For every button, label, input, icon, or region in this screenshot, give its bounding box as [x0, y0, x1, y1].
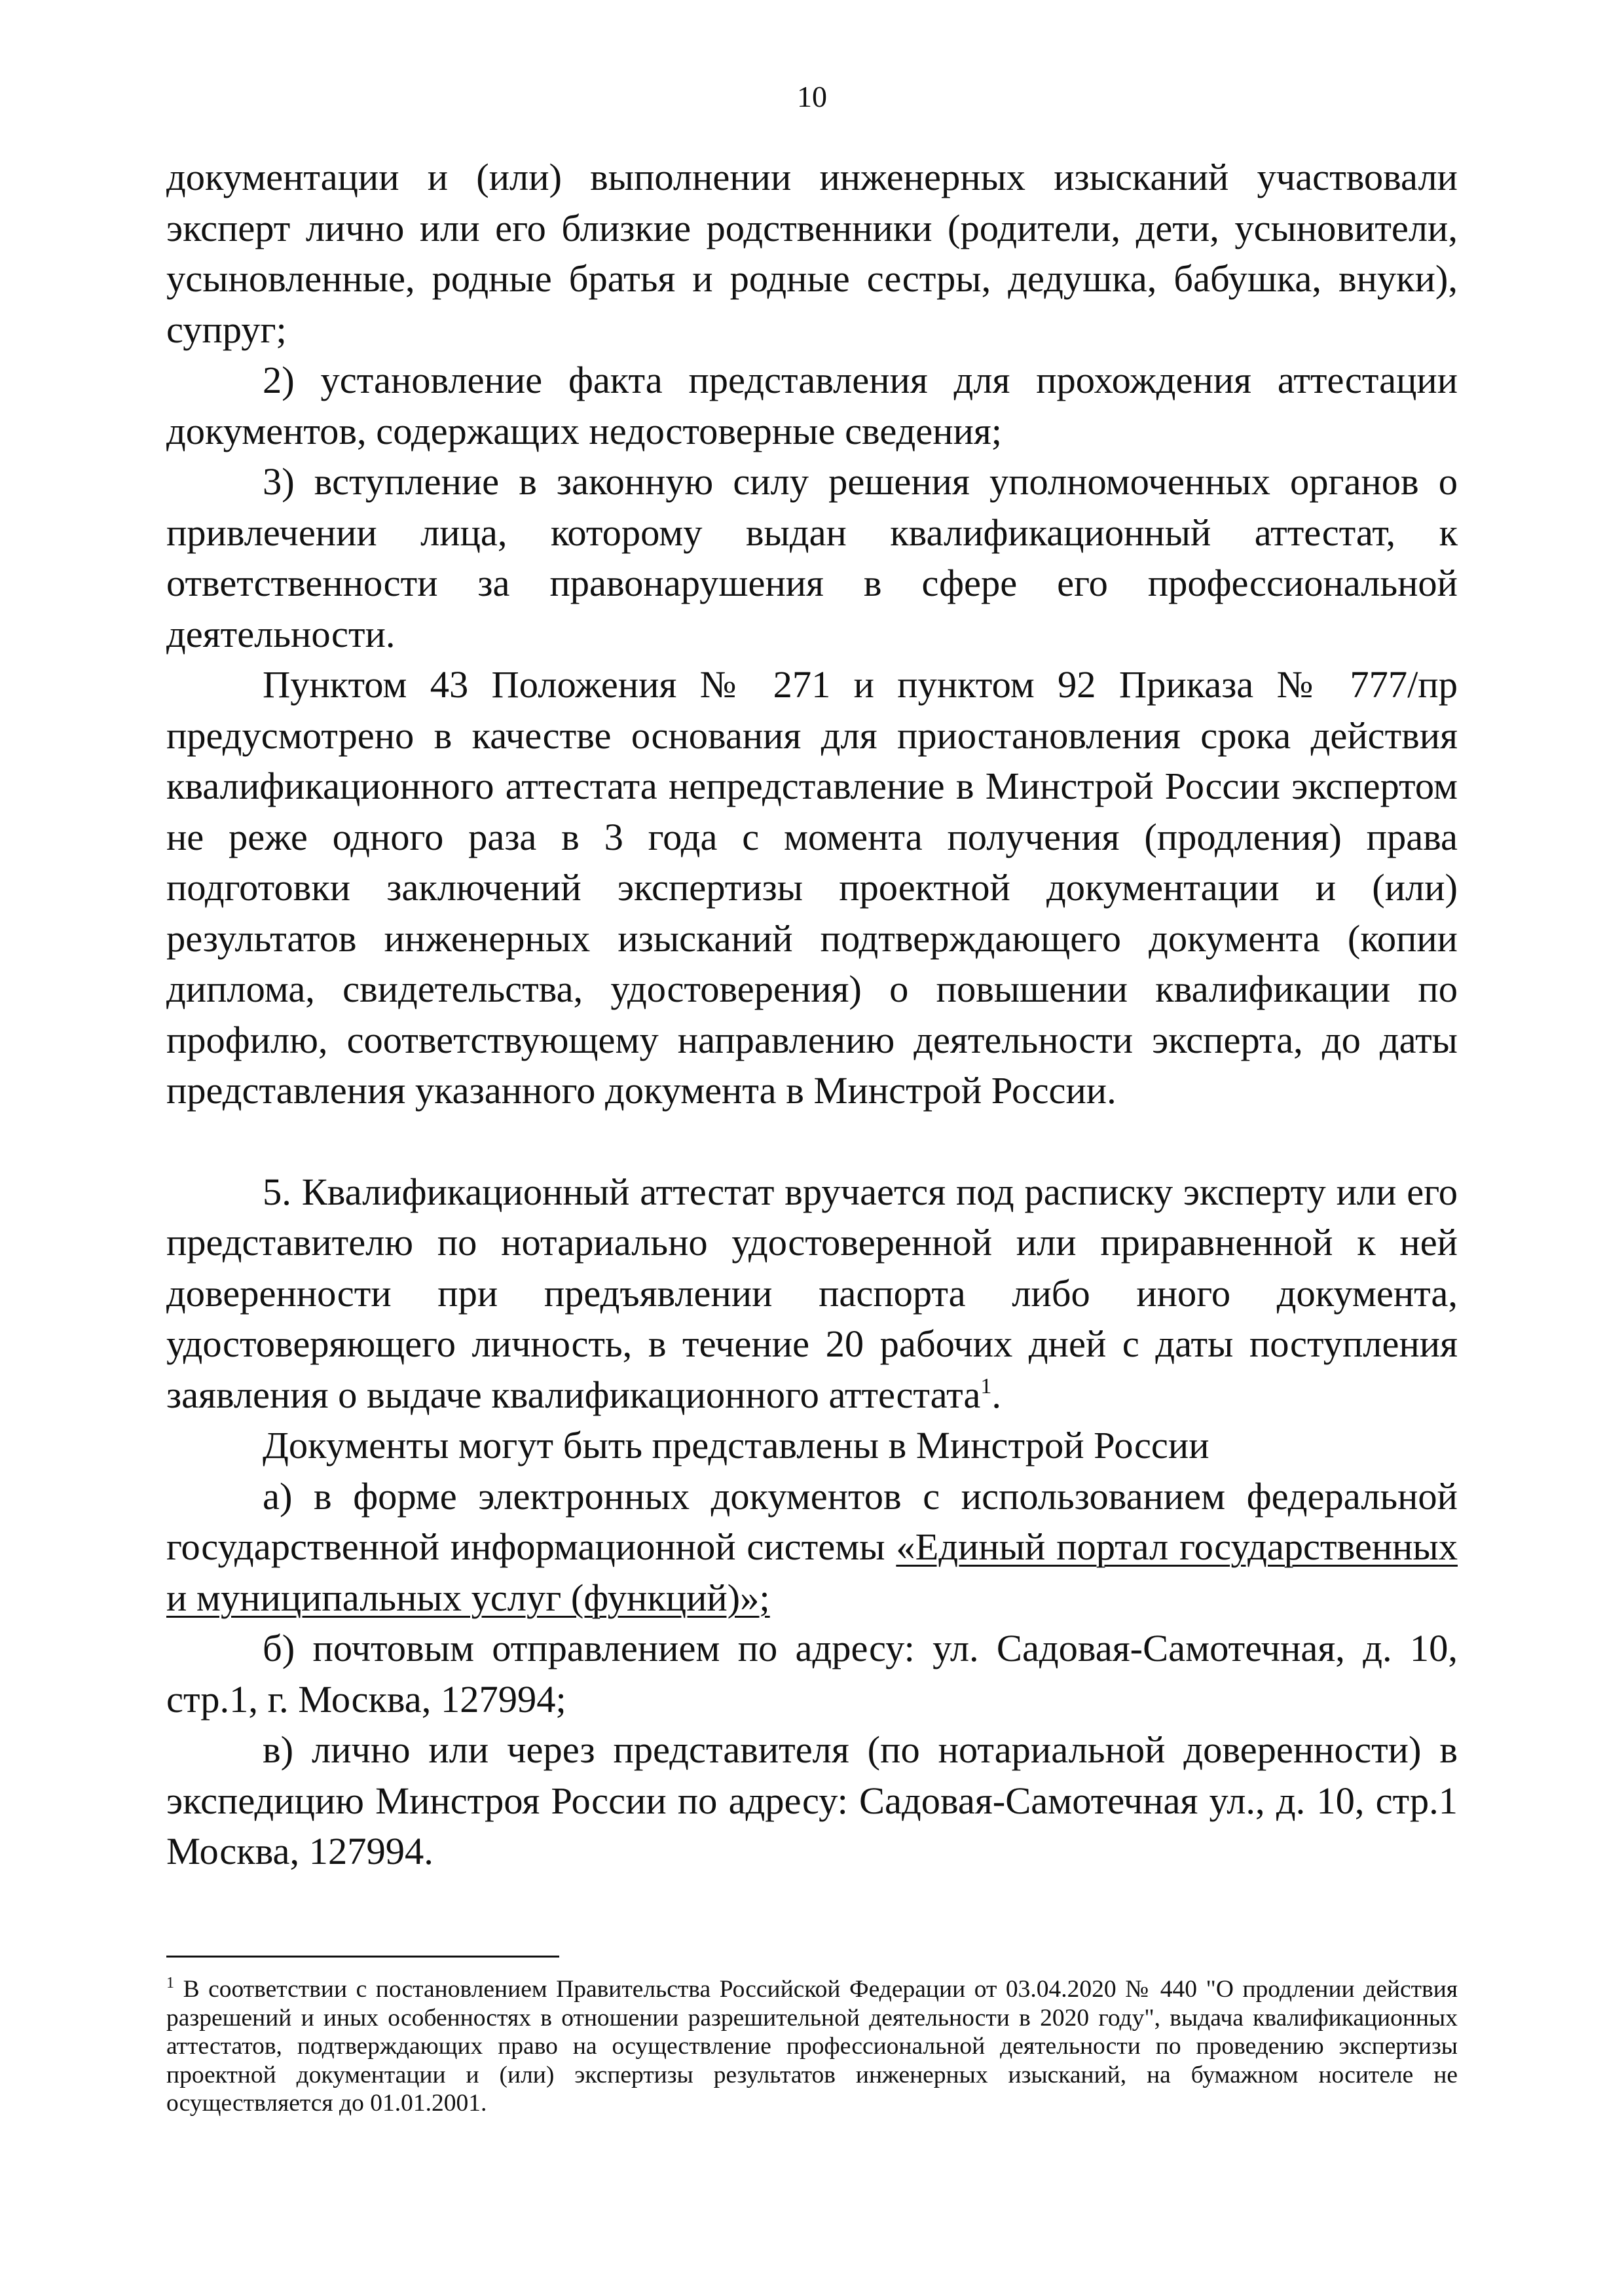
footnote-text: В соответствии с постановлением Правительства Российской Федерации от 03.04.2020 № 440 "О продлении действия разрешений и иных особенностях в отношении разрешительной деятельности в 2020 году", выдача квалификационных аттестатов, подтверждающих право на осуществление профессиональной деятельности по проведению экспертизы проектной документации и (или) экспертизы результатов инженерных изысканий, на бумажном носителе не осуществляется до 01.01.2001. — [166, 1976, 1458, 2117]
footnote-paragraph — [166, 1975, 1458, 2118]
paragraph-item-2: 2) установление факта представления для прохождения аттестации документов, содержащих недостоверные сведения; — [166, 359, 1458, 452]
footnote — [166, 1975, 1458, 2118]
footnote-mark: 1 — [166, 1975, 174, 1992]
paragraph-item-3: 3) вступление в законную силу решения уполномоченных органов о привлечении лица, которому выдан квалификационный аттестат, к ответственности за правонарушения в сфере его профессиональной деятельности. — [166, 460, 1458, 655]
section-5-text: 5. Квалификационный аттестат вручается под расписку эксперту или его представителю по нотариально удостоверенной или приравненной к ней доверенности при предъявлении паспорта либо иного документа, удостоверяющего личность, в течение 20 рабочих дней с даты поступления заявления о выдаче квалификационного аттестата — [166, 1170, 1458, 1416]
section-5-end: . — [991, 1373, 1002, 1416]
paragraph-option-c: в) лично или через представителя (по нотариальной доверенности) в экспедицию Минстроя России по адресу: Садовая-Самотечная ул., д. 10, стр.1 Москва, 127994. — [166, 1728, 1458, 1872]
document-body — [166, 152, 1458, 1877]
footnote-separator — [166, 1956, 559, 1958]
paragraph-documents-intro: Документы могут быть представлены в Минстрой России — [263, 1424, 1209, 1467]
paragraph-option-a — [166, 1471, 1458, 1624]
paragraph-continuation: документации и (или) выполнении инженерных изысканий участвовали эксперт лично или его близкие родственники (родители, дети, усыновители, усыновленные, родные братья и родные сестры, дедушка, бабушка, внуки), супруг; — [166, 156, 1458, 351]
page-number: 10 — [797, 80, 827, 113]
paragraph-suspension-basis: Пунктом 43 Положения № 271 и пунктом 92 Приказа № 777/пр предусмотрено в качестве основания для приостановления срока действия квалификационного аттестата непредставление в Минстрой России экспертом не реже одного раза в 3 года с момента получения (продления) права подготовки заключений экспертизы проектной документации и (или) результатов инженерных изысканий подтверждающего документа (копии диплома, свидетельства, удостоверения) о повышении квалификации по профилю, соответствующему направлению деятельности эксперта, до даты представления указанного документа в Минстрой России. — [166, 663, 1458, 1112]
gosuslugi-link[interactable]: «Единый портал государственных и муниципальных услуг (функций)»; — [166, 1525, 1458, 1619]
paragraph-section-5 — [166, 1167, 1458, 1421]
paragraph-option-b: б) почтовым отправлением по адресу: ул. Садовая-Самотечная, д. 10, стр.1, г. Москва, 127994; — [166, 1627, 1458, 1721]
option-a-text: а) в форме электронных документов с использованием федеральной государственной информационной системы — [166, 1474, 1458, 1568]
footnote-reference[interactable]: 1 — [980, 1374, 992, 1398]
